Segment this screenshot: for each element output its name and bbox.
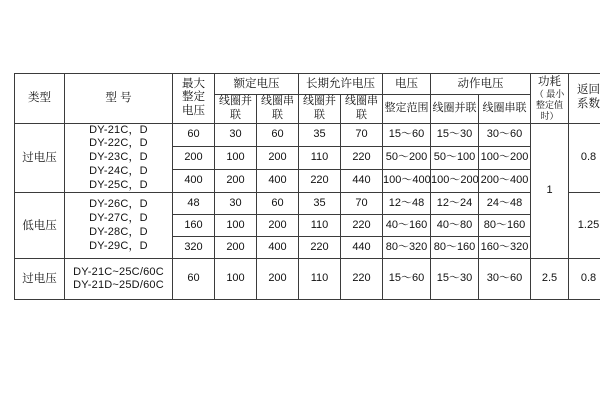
cell-action-series: 80～160 xyxy=(479,215,531,237)
cell-long-series: 70 xyxy=(341,193,383,215)
cell-setting-range: 80～320 xyxy=(383,237,431,259)
header-return-coefficient xyxy=(569,74,600,124)
cell-rated-series: 60 xyxy=(257,193,299,215)
cell-action-parallel: 80～160 xyxy=(431,237,479,259)
spec-table-container xyxy=(14,73,600,300)
model-line: DY-28C，D xyxy=(89,225,148,238)
cell-power-group-3: 2.5 xyxy=(531,259,569,300)
cell-rated-parallel: 30 xyxy=(215,193,257,215)
cell-long-parallel: 110 xyxy=(299,259,341,300)
cell-long-series: 220 xyxy=(341,259,383,300)
header-action-coil-series: 线圈串联 xyxy=(479,95,531,124)
cell-rated-series: 200 xyxy=(257,146,299,169)
cell-long-series: 220 xyxy=(341,215,383,237)
header-max-setting-voltage-text: 最大整定电压 xyxy=(182,77,205,118)
model-line: DY-23C，D xyxy=(89,151,148,163)
cell-max-setting: 200 xyxy=(173,146,215,169)
cell-long-parallel: 220 xyxy=(299,170,341,193)
header-rated-coil-series: 线圈串联 xyxy=(257,95,299,124)
cell-long-parallel: 220 xyxy=(299,237,341,259)
cell-action-parallel: 15～30 xyxy=(431,123,479,146)
model-line: DY-27C，D xyxy=(89,212,148,224)
header-return-coefficient-text: 返回系数 xyxy=(577,84,600,111)
header-voltage: 电压 xyxy=(383,74,431,95)
cell-setting-range: 100～400 xyxy=(383,170,431,193)
cell-power-group-1-2: 1 xyxy=(531,123,569,259)
cell-models-group-2 xyxy=(65,193,173,259)
header-long-coil-series: 线圈串联 xyxy=(341,95,383,124)
specification-table xyxy=(14,73,600,300)
cell-rated-parallel: 200 xyxy=(215,170,257,193)
cell-rated-parallel: 30 xyxy=(215,123,257,146)
cell-rated-parallel: 200 xyxy=(215,237,257,259)
header-max-setting-voltage xyxy=(173,74,215,124)
cell-rated-series: 200 xyxy=(257,215,299,237)
cell-long-parallel: 35 xyxy=(299,193,341,215)
table-row xyxy=(15,259,600,300)
cell-action-series: 30～60 xyxy=(479,123,531,146)
cell-rated-parallel: 100 xyxy=(215,146,257,169)
cell-max-setting: 60 xyxy=(173,259,215,300)
cell-action-series: 200～400 xyxy=(479,170,531,193)
cell-action-series: 100～200 xyxy=(479,146,531,169)
cell-models-group-1 xyxy=(65,123,173,193)
cell-max-setting: 60 xyxy=(173,123,215,146)
cell-setting-range: 50～200 xyxy=(383,146,431,169)
cell-return-coef-group-1: 0.8 xyxy=(569,123,600,193)
model-line: DY-25C，D xyxy=(89,178,148,191)
cell-long-series: 440 xyxy=(341,170,383,193)
cell-action-parallel: 50～100 xyxy=(431,146,479,169)
cell-type-group-3: 过电压 xyxy=(15,259,65,300)
cell-return-coef-group-3: 0.8 xyxy=(569,259,600,300)
header-rated-coil-parallel: 线圈并联 xyxy=(215,95,257,124)
cell-action-series: 24～48 xyxy=(479,193,531,215)
cell-rated-series: 200 xyxy=(257,259,299,300)
cell-long-series: 440 xyxy=(341,237,383,259)
cell-rated-series: 400 xyxy=(257,170,299,193)
cell-models-group-3 xyxy=(65,259,173,300)
model-line: DY-22C，D xyxy=(89,137,148,150)
cell-setting-range: 12～48 xyxy=(383,193,431,215)
cell-rated-parallel: 100 xyxy=(215,215,257,237)
cell-rated-parallel: 100 xyxy=(215,259,257,300)
cell-long-parallel: 110 xyxy=(299,215,341,237)
cell-max-setting: 160 xyxy=(173,215,215,237)
table-row xyxy=(15,123,600,146)
header-action-coil-parallel: 线圈并联 xyxy=(431,95,479,124)
cell-setting-range: 15～60 xyxy=(383,259,431,300)
model-line: DY-26C，D xyxy=(89,198,148,211)
header-type: 类型 xyxy=(15,74,65,124)
cell-return-coef-group-2: 1.25 xyxy=(569,193,600,259)
cell-setting-range: 15～60 xyxy=(383,123,431,146)
header-power xyxy=(531,74,569,124)
table-row xyxy=(15,193,600,215)
model-line: DY-21C，D xyxy=(89,123,148,136)
cell-long-series: 70 xyxy=(341,123,383,146)
cell-type-group-2: 低电压 xyxy=(15,193,65,259)
cell-type-group-1: 过电压 xyxy=(15,123,65,193)
header-power-text: 功耗 xyxy=(538,75,561,88)
model-line: DY-21C~25C/60C xyxy=(73,265,164,278)
cell-rated-series: 400 xyxy=(257,237,299,259)
cell-action-parallel: 40～80 xyxy=(431,215,479,237)
cell-action-parallel: 15～30 xyxy=(431,259,479,300)
header-setting-range: 整定范围 xyxy=(383,95,431,124)
header-power-note: （ 最小整定值时） xyxy=(534,89,565,121)
cell-action-series: 30～60 xyxy=(479,259,531,300)
cell-long-parallel: 35 xyxy=(299,123,341,146)
cell-setting-range: 40～160 xyxy=(383,215,431,237)
cell-long-series: 220 xyxy=(341,146,383,169)
header-model: 型 号 xyxy=(65,74,173,124)
cell-max-setting: 400 xyxy=(173,170,215,193)
model-line: DY-21D~25D/60C xyxy=(73,279,164,292)
model-line: DY-29C，D xyxy=(89,239,148,252)
header-rated-voltage: 额定电压 xyxy=(215,74,299,95)
header-long-coil-parallel: 线圈并联 xyxy=(299,95,341,124)
model-line: DY-24C，D xyxy=(89,164,148,177)
cell-action-parallel: 12～24 xyxy=(431,193,479,215)
header-action-voltage: 动作电压 xyxy=(431,74,531,95)
header-long-allowed-voltage: 长期允许电压 xyxy=(299,74,383,95)
cell-rated-series: 60 xyxy=(257,123,299,146)
table-header-row-1 xyxy=(15,74,600,95)
cell-long-parallel: 110 xyxy=(299,146,341,169)
cell-action-parallel: 100～200 xyxy=(431,170,479,193)
cell-action-series: 160～320 xyxy=(479,237,531,259)
cell-max-setting: 48 xyxy=(173,193,215,215)
cell-max-setting: 320 xyxy=(173,237,215,259)
